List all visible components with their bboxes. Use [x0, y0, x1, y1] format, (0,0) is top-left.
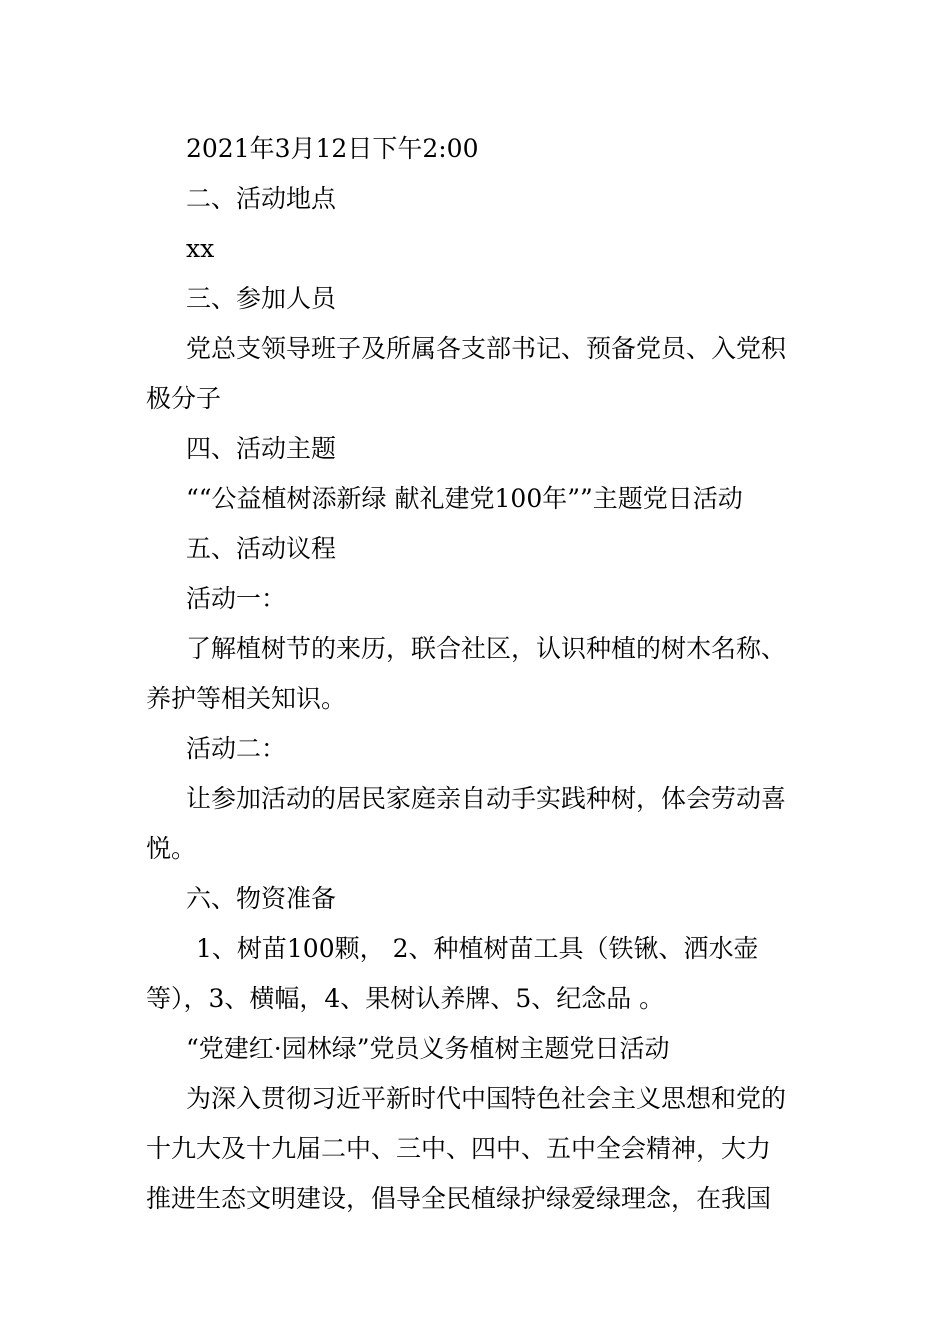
- activity-theme-line: ““公益植树添新绿 献礼建党100年””主题党日活动: [186, 484, 743, 513]
- agenda-item-1-heading: 活动一：: [186, 584, 287, 613]
- section-heading-theme: 四、活动主题: [186, 434, 337, 463]
- activity-location-line: xx: [186, 234, 215, 263]
- agenda-item-2-line-2: 悦。: [146, 834, 197, 863]
- article-paragraph-line-1: 为深入贯彻习近平新时代中国特色社会主义思想和党的: [186, 1084, 787, 1113]
- materials-line-2: 等），3、横幅，4、果树认养牌、5、纪念品 。: [146, 984, 665, 1013]
- agenda-item-2-line-1: 让参加活动的居民家庭亲自动手实践种树，体会劳动喜: [186, 784, 787, 813]
- participants-line-1: 党总支领导班子及所属各支部书记、预备党员、入党积: [186, 334, 787, 363]
- article-title: “党建红·园林绿”党员义务植树主题党日活动: [186, 1034, 670, 1063]
- agenda-item-1-line-2: 养护等相关知识。: [146, 684, 347, 713]
- section-heading-location: 二、活动地点: [186, 184, 337, 213]
- participants-line-2: 极分子: [146, 384, 222, 413]
- agenda-item-2-heading: 活动二：: [186, 734, 287, 763]
- section-heading-participants: 三、参加人员: [186, 284, 337, 313]
- agenda-item-1-line-1: 了解植树节的来历，联合社区，认识种植的树木名称、: [186, 634, 787, 663]
- article-paragraph-line-2: 十九大及十九届二中、三中、四中、五中全会精神，大力: [146, 1134, 772, 1163]
- document-body: [146, 124, 808, 1224]
- materials-line-1: 1、树苗100颗， 2、种植树苗工具（铁锹、洒水壶: [196, 934, 759, 963]
- section-heading-agenda: 五、活动议程: [186, 534, 337, 563]
- article-paragraph-line-3: 推进生态文明建设，倡导全民植绿护绿爱绿理念，在我国: [146, 1184, 772, 1213]
- section-heading-materials: 六、物资准备: [186, 884, 337, 913]
- activity-time-line: 2021年3月12日下午2:00: [186, 134, 479, 163]
